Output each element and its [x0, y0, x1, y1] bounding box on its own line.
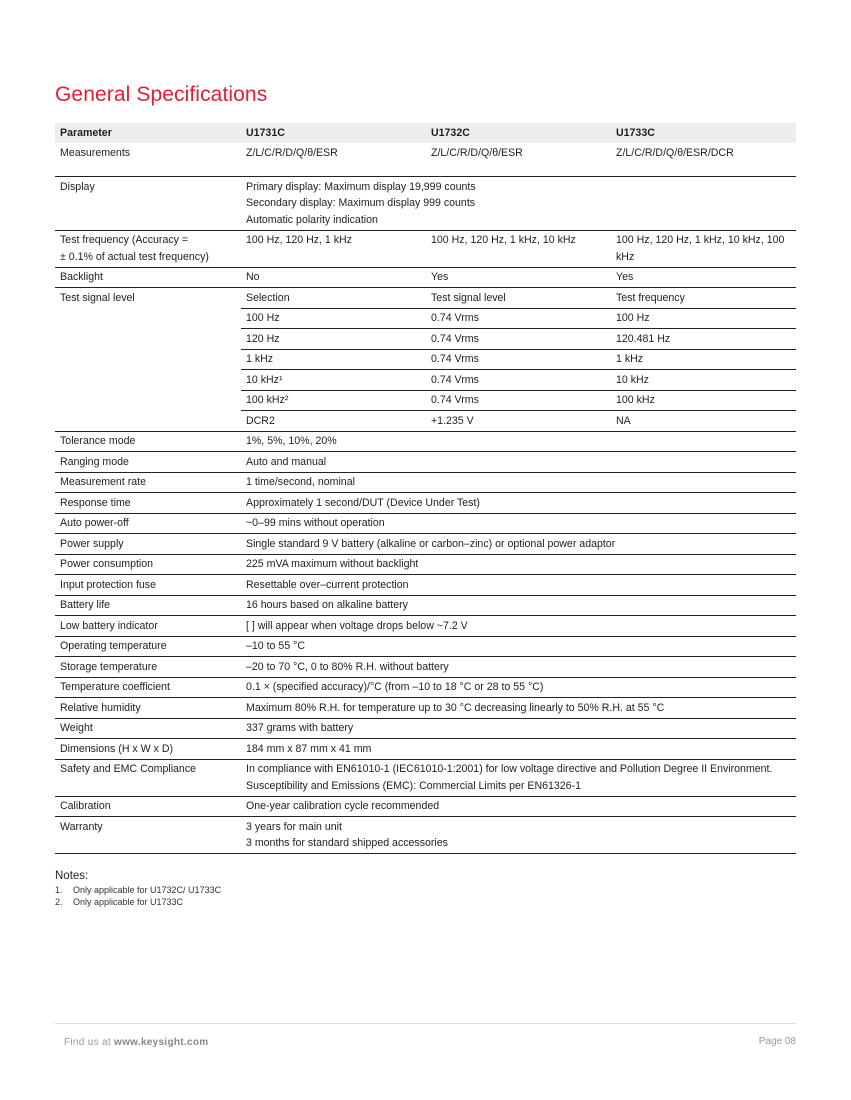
cell-value: DCR2: [241, 411, 426, 432]
table-row: [55, 452, 796, 473]
row-label: Dimensions (H x W x D): [55, 739, 241, 760]
row-label: Safety and EMC Compliance: [55, 759, 241, 796]
cell-value: 100 Hz, 120 Hz, 1 kHz, 10 kHz: [426, 230, 611, 267]
table-row: [55, 718, 796, 739]
table-row: [55, 513, 796, 534]
row-label: Relative humidity: [55, 698, 241, 719]
cell-value: [241, 817, 796, 854]
general-specifications-table: [55, 123, 796, 854]
note-item: [55, 896, 221, 908]
row-label: Battery life: [55, 595, 241, 616]
note-number: 2.: [55, 897, 63, 907]
subheader-cell: Test frequency: [611, 288, 796, 309]
table-row: [55, 554, 796, 575]
cell-value: 10 kHz¹: [241, 370, 426, 391]
cell-value: One-year calibration cycle recommended: [241, 796, 796, 817]
warranty-line: 3 months for standard shipped accessories: [246, 837, 448, 849]
table-row: [55, 534, 796, 555]
cell-value: [ ] will appear when voltage drops below ~7.2 V: [241, 616, 796, 637]
table-row: [55, 143, 796, 177]
row-label: Measurement rate: [55, 472, 241, 493]
cell-value: 225 mVA maximum without backlight: [241, 554, 796, 575]
table-row: [55, 493, 796, 514]
page-number: Page 08: [758, 1036, 796, 1047]
row-label: Storage temperature: [55, 657, 241, 678]
cell-value: 0.74 Vrms: [426, 370, 611, 391]
cell-value: 100 kHz²: [241, 390, 426, 411]
table-row: [55, 575, 796, 596]
cell-value: –10 to 55 °C: [241, 636, 796, 657]
cell-value: 120.481 Hz: [611, 329, 796, 350]
table-header-row: [55, 123, 796, 143]
table-row: [55, 817, 796, 854]
cell-value: Z/L/C/R/D/Q/θ/ESR/DCR: [611, 143, 796, 177]
cell-value: 337 grams with battery: [241, 718, 796, 739]
row-label: Power consumption: [55, 554, 241, 575]
notes-heading: Notes:: [55, 870, 89, 882]
cell-value: Approximately 1 second/DUT (Device Under Test): [241, 493, 796, 514]
table-row: [55, 595, 796, 616]
cell-value: Z/L/C/R/D/Q/θ/ESR: [426, 143, 611, 177]
cell-value: +1.235 V: [426, 411, 611, 432]
cell-value: Yes: [611, 267, 796, 288]
row-label: Operating temperature: [55, 636, 241, 657]
row-label: Input protection fuse: [55, 575, 241, 596]
cell-value: Resettable over–current protection: [241, 575, 796, 596]
cell-value: Auto and manual: [241, 452, 796, 473]
table-row: [55, 230, 796, 267]
cell-value: 16 hours based on alkaline battery: [241, 595, 796, 616]
cell-value: [241, 177, 796, 231]
table-row: [55, 177, 796, 231]
row-label: Response time: [55, 493, 241, 514]
table-row: [55, 472, 796, 493]
cell-value: 0.74 Vrms: [426, 329, 611, 350]
display-line: Primary display: Maximum display 19,999 counts: [246, 180, 476, 193]
cell-value: 0.1 × (specified accuracy)/°C (from –10 to 18 °C or 28 to 55 °C): [241, 677, 796, 698]
warranty-line: 3 years for main unit: [246, 820, 342, 833]
row-label: Tolerance mode: [55, 431, 241, 452]
cell-value: [241, 759, 796, 796]
table-row: [55, 677, 796, 698]
row-label: Test signal level: [55, 288, 241, 432]
row-label: Low battery indicator: [55, 616, 241, 637]
cell-value: Maximum 80% R.H. for temperature up to 30 °C decreasing linearly to 50% R.H. at 55 °C: [241, 698, 796, 719]
cell-value: 100 Hz, 120 Hz, 1 kHz: [241, 230, 426, 267]
safety-line: Susceptibility and Emissions (EMC): Commercial Limits per EN61326-1: [246, 779, 581, 792]
row-label: Auto power-off: [55, 513, 241, 534]
note-text: Only applicable for U1733C: [73, 897, 184, 907]
cell-value: 100 Hz: [611, 308, 796, 329]
header-u1731c: U1731C: [241, 123, 426, 143]
row-label: Temperature coefficient: [55, 677, 241, 698]
row-label: Ranging mode: [55, 452, 241, 473]
note-text: Only applicable for U1732C/ U1733C: [73, 885, 222, 895]
table-row: [55, 657, 796, 678]
cell-value: 100 Hz, 120 Hz, 1 kHz, 10 kHz, 100 kHz: [611, 230, 796, 267]
subheader-cell: Selection: [241, 288, 426, 309]
notes: [55, 870, 221, 908]
cell-value: Yes: [426, 267, 611, 288]
row-label-line: ± 0.1% of actual test frequency): [60, 250, 209, 263]
cell-value: 100 Hz: [241, 308, 426, 329]
cell-value: NA: [611, 411, 796, 432]
cell-value: 0.74 Vrms: [426, 349, 611, 370]
row-label: Display: [55, 177, 241, 231]
row-label: Calibration: [55, 796, 241, 817]
cell-value: 10 kHz: [611, 370, 796, 391]
cell-value: 1 kHz: [611, 349, 796, 370]
row-label-line: Test frequency (Accuracy =: [60, 234, 189, 246]
row-label: Power supply: [55, 534, 241, 555]
header-u1733c: U1733C: [611, 123, 796, 143]
header-u1732c: U1732C: [426, 123, 611, 143]
table-row: [55, 698, 796, 719]
subheader-cell: Test signal level: [426, 288, 611, 309]
cell-value: –20 to 70 °C, 0 to 80% R.H. without battery: [241, 657, 796, 678]
footer-find-us: [64, 1037, 208, 1048]
cell-value: 0.74 Vrms: [426, 390, 611, 411]
note-item: [55, 884, 221, 896]
table-row: [55, 267, 796, 288]
cell-value: No: [241, 267, 426, 288]
cell-value: 100 kHz: [611, 390, 796, 411]
safety-line: In compliance with EN61010-1 (IEC61010-1:2001) for low voltage directive and Pollution Degree II Environment.: [246, 763, 773, 775]
display-line: Automatic polarity indication: [246, 213, 378, 226]
cell-value: 120 Hz: [241, 329, 426, 350]
header-parameter: Parameter: [55, 123, 241, 143]
table-row: [55, 616, 796, 637]
table-row: [55, 636, 796, 657]
table-row: [55, 288, 796, 309]
cell-value: Single standard 9 V battery (alkaline or carbon–zinc) or optional power adaptor: [241, 534, 796, 555]
footer-prefix: Find us at: [64, 1037, 114, 1048]
note-number: 1.: [55, 885, 63, 895]
cell-value: 184 mm x 87 mm x 41 mm: [241, 739, 796, 760]
cell-value: 0.74 Vrms: [426, 308, 611, 329]
cell-value: 1 time/second, nominal: [241, 472, 796, 493]
table-row: [55, 796, 796, 817]
cell-value: Z/L/C/R/D/Q/θ/ESR: [241, 143, 426, 177]
row-label: [55, 230, 241, 267]
cell-value: 1%, 5%, 10%, 20%: [241, 431, 796, 452]
cell-value: 1 kHz: [241, 349, 426, 370]
row-label: Backlight: [55, 267, 241, 288]
table-row: [55, 739, 796, 760]
row-label: Measurements: [55, 143, 241, 177]
cell-value: ~0–99 mins without operation: [241, 513, 796, 534]
footer-divider: [55, 1023, 796, 1024]
footer-link[interactable]: www.keysight.com: [114, 1037, 209, 1048]
page-title: General Specifications: [55, 83, 268, 106]
table-row: [55, 431, 796, 452]
table-row: [55, 759, 796, 796]
row-label: Weight: [55, 718, 241, 739]
row-label: Warranty: [55, 817, 241, 854]
display-line: Secondary display: Maximum display 999 counts: [246, 197, 476, 209]
